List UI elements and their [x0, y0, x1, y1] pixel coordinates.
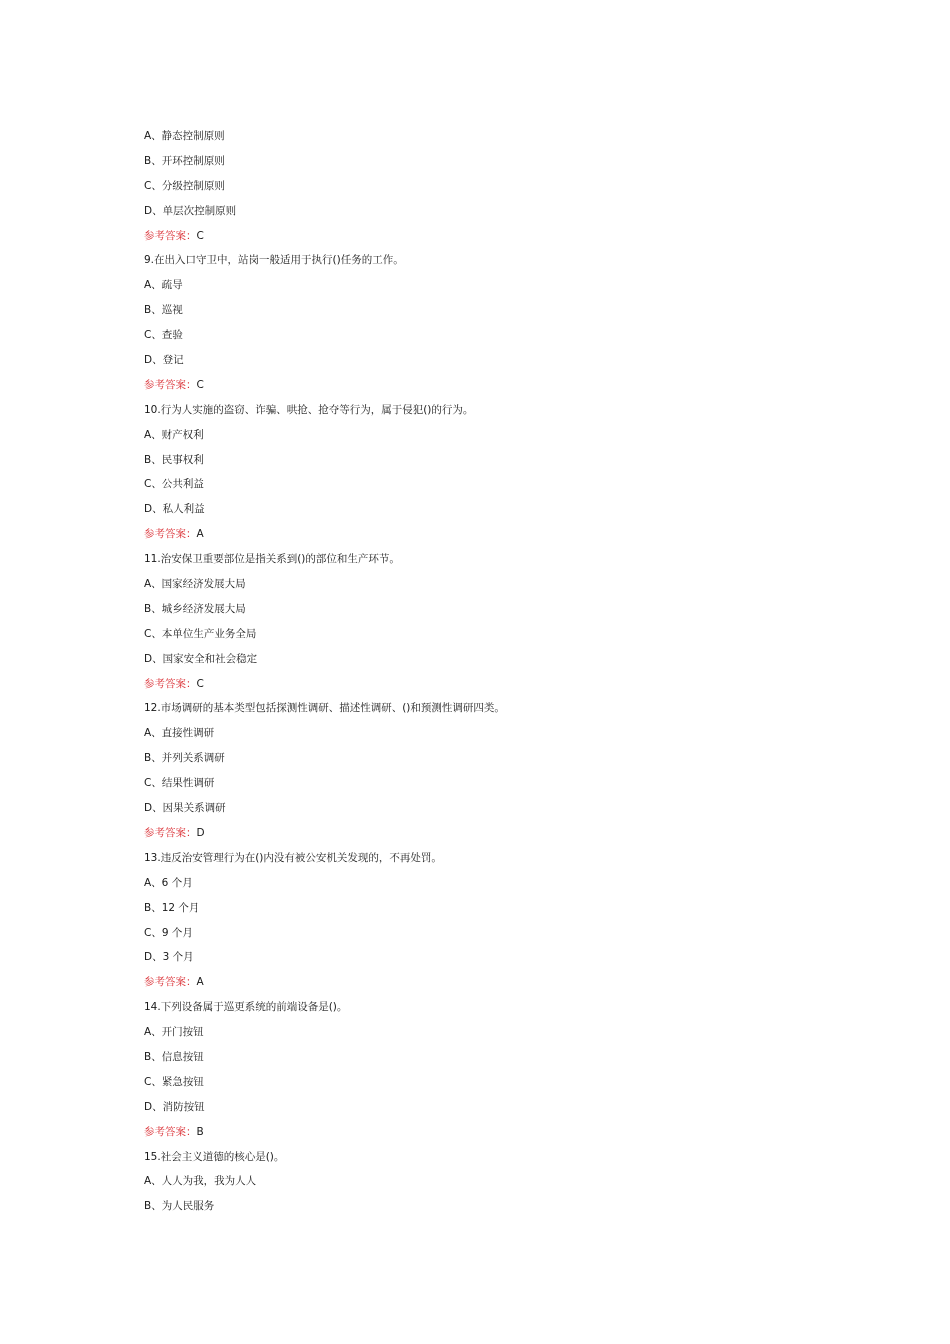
- option-text: D、登记: [144, 354, 184, 367]
- option-text: C、公共利益: [144, 478, 204, 491]
- option-text: A、直接性调研: [144, 727, 215, 740]
- answer-value: A: [196, 528, 204, 541]
- option-text: D、消防按钮: [144, 1100, 205, 1113]
- option-text: A、人人为我，我为人人: [144, 1175, 257, 1188]
- answer-line: [144, 672, 844, 697]
- option-text: C、紧急按钮: [144, 1075, 204, 1088]
- option-text: C、分级控制原则: [144, 179, 225, 192]
- answer-label: 参考答案：: [144, 528, 197, 541]
- answer-label: 参考答案：: [144, 826, 197, 839]
- answer-value: C: [196, 229, 204, 242]
- question-text: 12.市场调研的基本类型包括探测性调研、描述性调研、()和预测性调研四类。: [144, 702, 505, 715]
- answer-value: C: [196, 378, 204, 391]
- option-text: C、本单位生产业务全局: [144, 627, 257, 640]
- document-page: [144, 124, 844, 1219]
- option-text: D、单层次控制原则: [144, 204, 237, 217]
- option-text: A、财产权利: [144, 428, 204, 441]
- question-text: 9.在出入口守卫中，站岗一般适用于执行()任务的工作。: [144, 254, 404, 267]
- question-text: 11.治安保卫重要部位是指关系到()的部位和生产环节。: [144, 553, 400, 566]
- option-text: B、为人民服务: [144, 1200, 215, 1213]
- option-text: B、并列关系调研: [144, 752, 225, 765]
- option-text: D、国家安全和社会稳定: [144, 652, 258, 665]
- option-text: A、6 个月: [144, 876, 193, 889]
- option-text: B、12 个月: [144, 901, 200, 914]
- option-text: A、国家经济发展大局: [144, 578, 246, 591]
- option-text: B、城乡经济发展大局: [144, 602, 246, 615]
- answer-line: [144, 522, 844, 547]
- option-text: D、因果关系调研: [144, 802, 226, 815]
- question-text: 10.行为人实施的盗窃、诈骗、哄抢、抢夺等行为，属于侵犯()的行为。: [144, 403, 474, 416]
- answer-line: [144, 821, 844, 846]
- option-text: A、开门按钮: [144, 1026, 204, 1039]
- answer-value: A: [196, 976, 204, 989]
- answer-value: B: [196, 1125, 204, 1138]
- answer-label: 参考答案：: [144, 677, 197, 690]
- answer-label: 参考答案：: [144, 378, 197, 391]
- option-text: A、疏导: [144, 279, 183, 292]
- answer-line: [144, 373, 844, 398]
- option-text: C、结果性调研: [144, 777, 215, 790]
- option-text: C、9 个月: [144, 926, 193, 939]
- option-text: B、巡视: [144, 304, 183, 317]
- option-text: D、私人利益: [144, 503, 205, 516]
- answer-line: [144, 224, 844, 249]
- answer-line: [144, 1120, 844, 1145]
- question-text: 15.社会主义道德的核心是()。: [144, 1150, 285, 1163]
- answer-line: [144, 970, 844, 995]
- question-text: 14.下列设备属于巡更系统的前端设备是()。: [144, 1001, 348, 1014]
- answer-value: C: [196, 677, 204, 690]
- answer-label: 参考答案：: [144, 229, 197, 242]
- option-text: C、查验: [144, 329, 183, 342]
- answer-label: 参考答案：: [144, 976, 197, 989]
- answer-value: D: [196, 826, 205, 839]
- option-text: B、民事权利: [144, 453, 204, 466]
- option-text: D、3 个月: [144, 951, 194, 964]
- option-text: A、静态控制原则: [144, 130, 225, 142]
- answer-label: 参考答案：: [144, 1125, 197, 1138]
- question-text: 13.违反治安管理行为在()内没有被公安机关发现的，不再处罚。: [144, 851, 442, 864]
- option-text: B、开环控制原则: [144, 154, 225, 167]
- option-text: B、信息按钮: [144, 1050, 204, 1063]
